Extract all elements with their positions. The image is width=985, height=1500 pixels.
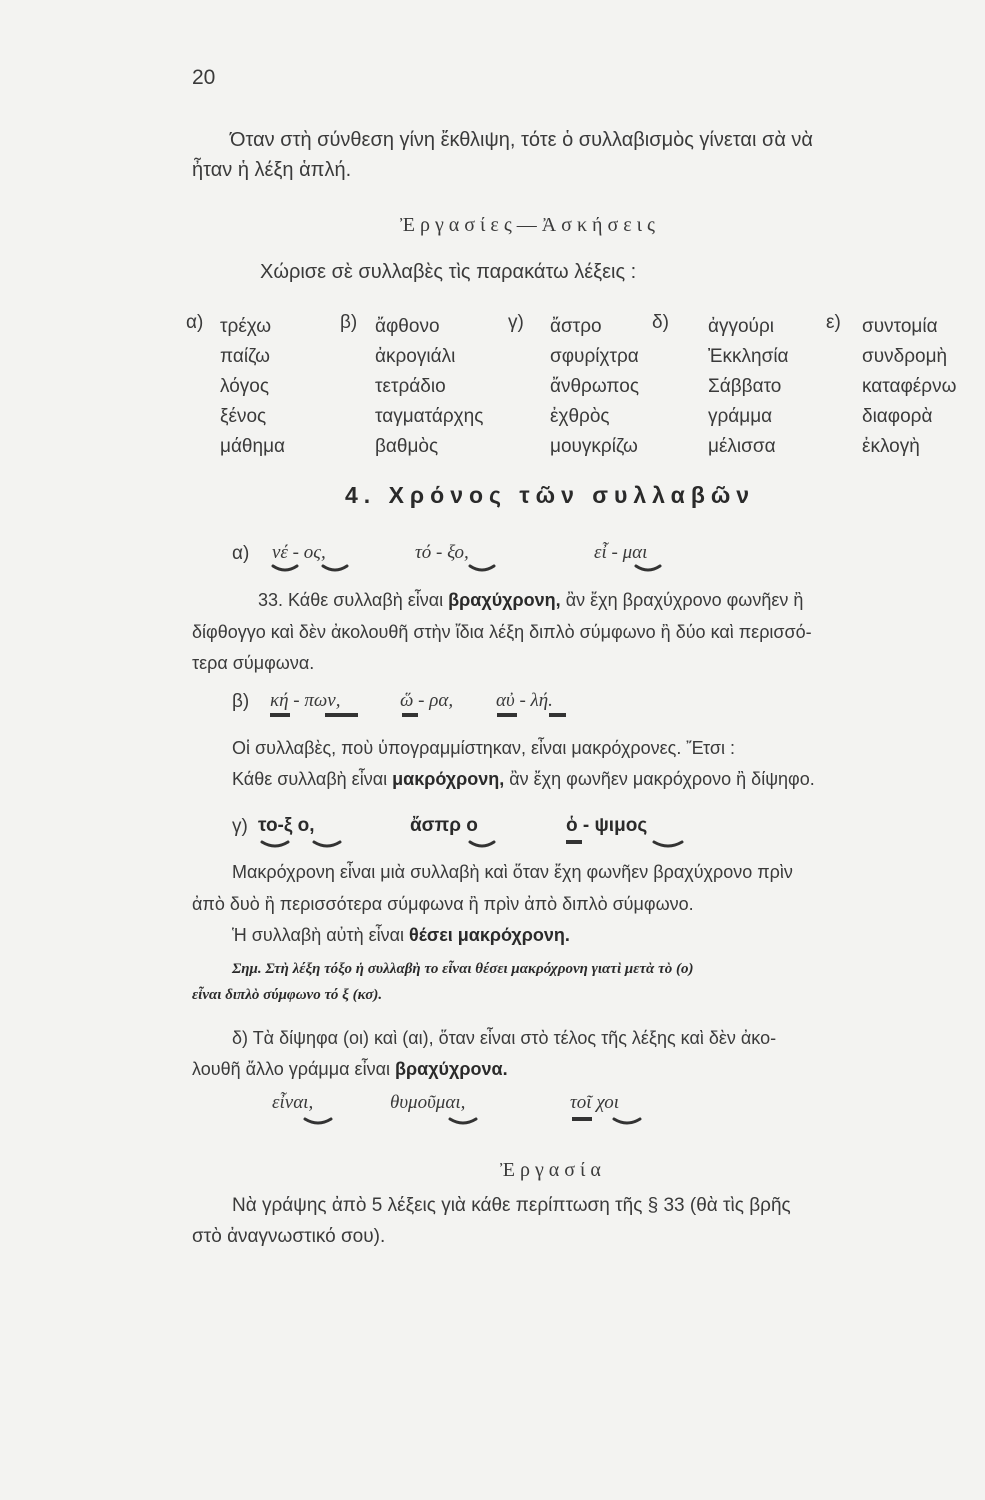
column-label-e: ε)	[826, 312, 841, 333]
column-label-c: γ)	[508, 312, 524, 333]
delta-line-2	[192, 1057, 508, 1081]
long-para-text: Κάθε συλλαβὴ εἶναι	[232, 769, 388, 789]
example-c-item-1: το-ξ ο,	[258, 815, 315, 836]
word-item: μάθημα	[220, 436, 285, 457]
breve-mark	[273, 566, 297, 570]
word-column-e	[862, 312, 956, 462]
term-long: μακρόχρονη,	[392, 769, 505, 789]
para33-text: ἂν ἔχη βραχύχρονο φωνῆεν ἢ	[565, 590, 804, 610]
example-b-item-3: αὐ - λή.	[496, 690, 553, 711]
intro-line-1: Όταν στὴ σύνθεση γίνη ἔκθλιψη, τότε ὁ συλλαβισμὸς γίνεται σὰ νὰ	[230, 129, 813, 151]
note-line-2: εἶναι διπλὸ σύμφωνο τό ξ (κσ).	[192, 987, 383, 1003]
word-item: ἀκρογιάλι	[375, 346, 456, 367]
breve-mark	[450, 1119, 476, 1123]
column-label-d: δ)	[652, 312, 669, 333]
task-heading: Ἐργασία	[500, 1159, 606, 1181]
word-column-b	[375, 312, 483, 462]
term-short: βραχύχρονη,	[448, 590, 561, 610]
column-label-b: β)	[340, 312, 358, 333]
word-item: συνδρομὴ	[862, 346, 948, 367]
word-column-d	[708, 312, 789, 462]
breve-mark	[636, 566, 660, 570]
section-heading: 4. Χρόνος τῶν συλλαβῶν	[345, 482, 756, 508]
example-a-item-1: νέ - ος,	[272, 542, 326, 563]
word-item: παίζω	[220, 346, 270, 367]
breve-mark	[654, 842, 682, 846]
word-item: διαφορὰ	[862, 406, 933, 427]
word-item: σφυρίχτρα	[550, 346, 639, 367]
example-d-item-1: εἶναι,	[272, 1092, 314, 1113]
word-item: συντομία	[862, 316, 938, 337]
page-number: 20	[192, 66, 216, 89]
long-para-line-1: Οἱ συλλαβὲς, ποὺ ὑπογραμμίστηκαν, εἶναι μακρόχρονες. Ἔτσι :	[232, 738, 736, 758]
thesei-line-2: ἀπὸ δυὸ ἢ περισσότερα σύμφωνα ἢ πρὶν ἀπὸ διπλὸ σύμφωνο.	[192, 894, 694, 914]
breve-mark	[470, 566, 494, 570]
word-item: ἐχθρὸς	[550, 406, 610, 427]
example-d-item-3: τοῖ χοι	[570, 1092, 620, 1113]
thesei-text: Ἡ συλλαβὴ αὐτὴ εἶναι	[232, 925, 405, 945]
term-short-diphthong: βραχύχρονα.	[395, 1059, 508, 1079]
exercises-heading: Ἐργασίες—Ἀσκήσεις	[400, 214, 660, 236]
example-a-item-2: τό - ξο,	[415, 542, 469, 563]
word-item: ξένος	[220, 406, 267, 427]
example-b-item-1: κή - πων,	[270, 690, 341, 711]
word-item: Ἐκκλησία	[708, 346, 789, 367]
thesei-line-3	[232, 923, 570, 947]
word-item: γράμμα	[708, 406, 773, 427]
breve-mark	[314, 842, 340, 846]
para33-line-3: τερα σύμφωνα.	[192, 653, 315, 673]
task-line-1: Νὰ γράψης ἀπὸ 5 λέξεις γιὰ κάθε περίπτωση τῆς § 33 (θὰ τὶς βρῆς	[232, 1195, 791, 1216]
word-item: μέλισσα	[708, 436, 776, 457]
intro-line-2: ἦταν ἡ λέξη ἁπλή.	[192, 159, 352, 181]
example-b-label: β)	[232, 691, 250, 712]
breve-mark	[470, 842, 494, 846]
para33-text: 33. Κάθε συλλαβὴ εἶναι	[258, 590, 444, 610]
breve-mark	[323, 566, 347, 570]
word-item: τετράδιο	[375, 376, 446, 397]
long-para-text: ἂν ἔχη φωνῆεν μακρόχρονο ἢ δίψηφο.	[509, 769, 815, 789]
long-para-line-2	[232, 767, 815, 791]
thesei-line-1: Μακρόχρονη εἶναι μιὰ συλλαβὴ καὶ ὅταν ἔχη φωνῆεν βραχύχρονο πρὶν	[232, 862, 793, 882]
column-label-a: α)	[186, 312, 204, 333]
example-a-item-3: εἶ - μαι	[594, 542, 648, 563]
example-a-label: α)	[232, 543, 250, 564]
breve-mark	[614, 1119, 640, 1123]
word-item: ἀγγούρι	[708, 316, 774, 337]
example-c-label: γ)	[232, 816, 248, 837]
delta-text: λουθῆ ἄλλο γράμμα εἶναι	[192, 1059, 390, 1079]
word-item: ἐκλογὴ	[862, 436, 920, 457]
word-item: ἄνθρωπος	[550, 376, 639, 397]
para33-line-2: δίφθογγο καὶ δὲν ἀκολουθῆ στὴν ἴδια λέξη διπλὸ σύμφωνο ἢ δύο καὶ περισσό-	[192, 622, 812, 642]
example-c-item-3: ὁ - ψιμος	[566, 815, 648, 836]
term-thesei: θέσει μακρόχρονη.	[409, 925, 570, 945]
word-item: ἄστρο	[550, 316, 602, 337]
example-c-item-2: ἄσπρ ο	[410, 815, 478, 836]
delta-line-1: δ) Τὰ δίψηφα (οι) καὶ (αι), ὅταν εἶναι στὸ τέλος τῆς λέξης καὶ δὲν ἀκο-	[232, 1028, 777, 1048]
word-item: βαθμὸς	[375, 436, 439, 457]
word-item: Σάββατο	[708, 376, 782, 397]
word-column-c	[550, 312, 639, 462]
note-line-1: Σημ. Στὴ λέξη τόξο ἡ συλλαβὴ το εἶναι θέσει μακρόχρονη γιατὶ μετὰ τὸ (ο)	[232, 961, 694, 977]
para33-line-1	[258, 588, 803, 612]
word-column-a	[220, 312, 285, 462]
breve-mark	[262, 842, 288, 846]
word-item: ταγματάρχης	[375, 406, 484, 427]
word-item: λόγος	[220, 376, 270, 397]
word-item: μουγκρίζω	[550, 436, 638, 457]
word-item: ἄφθονο	[375, 316, 440, 337]
example-d-item-2: θυμοῦμαι,	[390, 1092, 466, 1113]
breve-mark	[305, 1119, 331, 1123]
example-b-item-2: ὥ - ρα,	[400, 690, 454, 711]
exercises-instruction: Χώρισε σὲ συλλαβὲς τὶς παρακάτω λέξεις :	[260, 261, 637, 283]
word-item: τρέχω	[220, 316, 272, 337]
word-item: καταφέρνω	[862, 376, 957, 397]
task-line-2: στὸ ἀναγνωστικό σου).	[192, 1226, 386, 1247]
